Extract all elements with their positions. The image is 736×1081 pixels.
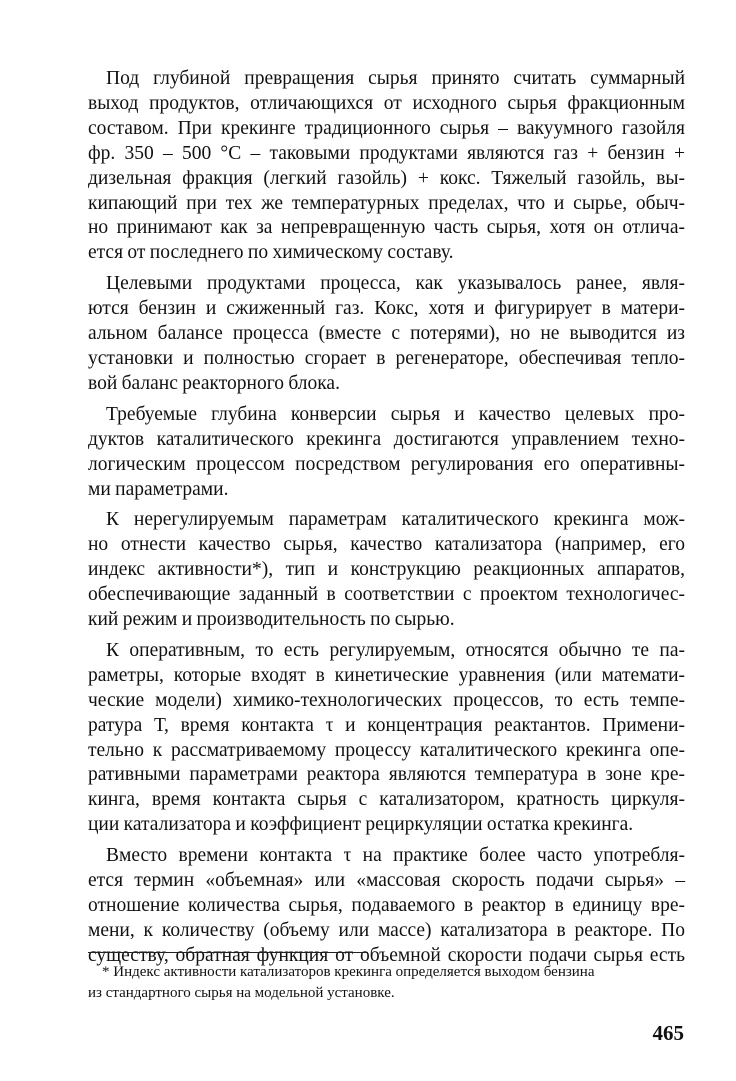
- paragraph-2: [88, 272, 685, 397]
- text-line: логическим процессом посредством регулирования его оперативны-: [88, 453, 685, 475]
- text-line: дизельная фракция (легкий газойль) + кокс. Тяжелый газойль, вы-: [88, 167, 685, 189]
- text-line: Требуемые глубина конверсии сырья и качество целевых про-: [106, 403, 685, 425]
- footnote: [88, 962, 685, 1004]
- text-line: К оперативным, то есть регулируемым, относятся обычно те па-: [106, 639, 685, 661]
- text-line: индекс активности*), тип и конструкцию реакционных аппаратов,: [88, 559, 685, 581]
- text-line: кипающий при тех же температурных пределах, что и сырье, обыч-: [88, 192, 685, 214]
- text-line: альном балансе процесса (вместе с потерями), но не выводится из: [88, 323, 685, 345]
- paragraph-6: [88, 844, 685, 969]
- text-line: фр. 350 – 500 °С – таковыми продуктами являются газ + бензин +: [88, 142, 685, 164]
- text-line: К нерегулируемым параметрам каталитического крекинга мож-: [106, 509, 685, 531]
- text-line: мени, к количеству (объему или массе) катализатора в реакторе. По: [88, 919, 685, 941]
- text-line: выход продуктов, отличающихся от исходного сырья фракционным: [88, 92, 685, 114]
- text-line: ми параметрами.: [88, 478, 229, 500]
- text-line: кий режим и производительность по сырью.: [88, 609, 455, 631]
- text-line: отношение количества сырья, подаваемого в реактор в единицу вре-: [88, 895, 685, 916]
- text-line: Под глубиной превращения сырья принято считать суммарный: [106, 68, 685, 89]
- text-line: но принимают как за непревращенную часть сырья, хотя он отлича-: [88, 217, 685, 239]
- paragraph-4: [88, 508, 685, 633]
- paragraph-1: [88, 67, 685, 266]
- main-text: [88, 67, 685, 975]
- page-number: 465: [652, 1021, 684, 1045]
- text-line: ратура Т, время контакта τ и концентрация реактантов. Примени-: [88, 714, 685, 736]
- text-line: ется от последнего по химическому составу.: [88, 242, 454, 264]
- text-line: дуктов каталитического крекинга достигаются управлением техно-: [88, 428, 685, 450]
- text-line: ческие модели) химико-технологических процессов, то есть темпе-: [88, 689, 685, 711]
- text-line: существу, обратная функция от объемной скорости подачи сырья есть: [88, 944, 685, 966]
- text-line: установки и полностью сгорает в регенераторе, обеспечивая тепло-: [88, 347, 685, 369]
- text-line: тельно к рассматриваемому процессу каталитического крекинга опе-: [88, 739, 685, 761]
- text-line: но отнести качество сырья, качество катализатора (например, его: [88, 534, 685, 556]
- text-line: раметры, которые входят в кинетические уравнения (или математи-: [88, 664, 685, 686]
- text-line: ративными параметрами реактора являются температура в зоне кре-: [88, 764, 685, 786]
- paragraph-5: [88, 639, 685, 838]
- footnote-line: из стандартного сырья на модельной установке.: [88, 985, 395, 1001]
- text-line: вой баланс реакторного блока.: [88, 372, 340, 394]
- text-line: ется термин «объемная» или «массовая скорость подачи сырья» –: [88, 870, 685, 892]
- footnote-divider: [88, 952, 368, 953]
- text-line: ции катализатора и коэффициент рециркуляции остатка крекинга.: [88, 814, 634, 836]
- text-line: кинга, время контакта сырья с катализатором, кратность циркуля-: [88, 789, 685, 811]
- text-line: ются бензин и сжиженный газ. Кокс, хотя и фигурирует в матери-: [88, 298, 685, 320]
- text-line: Целевыми продуктами процесса, как указывалось ранее, явля-: [106, 273, 685, 295]
- paragraph-3: [88, 403, 685, 503]
- text-line: обеспечивающие заданный в соответствии с проектом технологичес-: [88, 584, 685, 606]
- text-line: составом. При крекинге традиционного сырья – вакуумного газойля: [88, 117, 685, 139]
- text-line: Вместо времени контакта τ на практике более часто употребля-: [106, 845, 685, 867]
- footnote-line: * Индекс активности катализаторов крекинга определяется выходом бензина: [102, 964, 595, 980]
